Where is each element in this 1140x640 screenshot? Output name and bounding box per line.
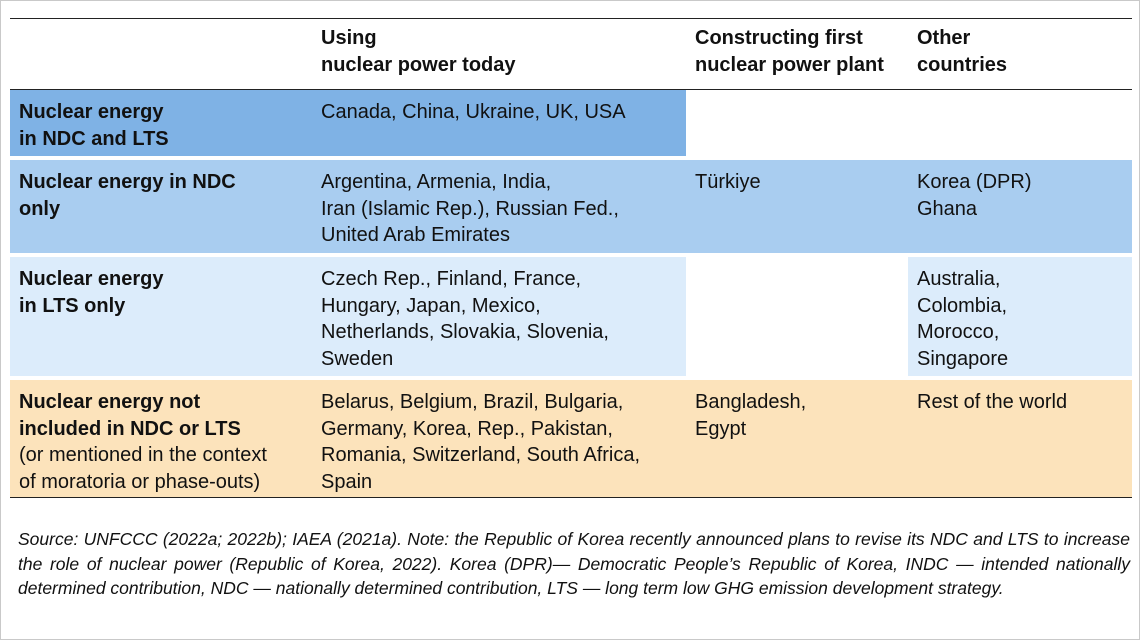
text-line: of moratoria or phase-outs) [19,470,261,493]
text-line: Australia, [917,268,1001,290]
row-label [10,90,312,156]
text-line: Ghana [917,197,978,220]
cell-constructing-first [686,90,908,156]
text-line: Nuclear energy not [19,391,201,413]
nuclear-policy-table [10,18,1132,498]
text-line: (or mentioned in the context [19,444,267,466]
text-line: Korea (DPR) [917,171,1032,193]
text-line: only [19,197,61,220]
source-note: Source: UNFCCC (2022a; 2022b); IAEA (2021a). Note: the Republic of Korea recently announced plans to revise its NDC and LTS to increase the role of nuclear power (Republic of Korea, 2022). Korea (DPR)— Democratic People’s Republic of Korea, INDC — intended nationally determined contribution, NDC — nationally determined contribution, LTS — long term low GHG emission development strategy. [18,529,1130,598]
text-line: Romania, Switzerland, South Africa, [321,444,641,466]
header-cell-empty [10,19,312,90]
text-line: Constructing first [695,27,863,49]
cell-other-countries [908,376,1132,497]
text-line: Czech Rep., Finland, France, [321,268,582,290]
text-line: Using [321,27,377,49]
text-line: Nuclear energy in NDC [19,171,236,193]
text-line: Türkiye [695,171,761,193]
text-line: United Arab Emirates [321,224,510,246]
text-line: Hungary, Japan, Mexico, [321,294,541,317]
text-line: nuclear power today [321,53,516,76]
text-line: Colombia, [917,294,1008,317]
text-line: Argentina, Armenia, India, [321,171,552,193]
cell-using-today [312,253,686,376]
table-row [10,253,1132,376]
cell-using-today [312,90,686,156]
text-line: Sweden [321,347,394,370]
table-row [10,90,1132,156]
text-line: Rest of the world [917,391,1068,413]
text-line: Belarus, Belgium, Brazil, Bulgaria, [321,391,624,413]
cell-using-today [312,156,686,253]
text-line: Egypt [695,417,747,440]
text-line: in LTS only [19,294,126,317]
cell-other-countries [908,90,1132,156]
text-line: Nuclear energy [19,101,164,123]
text-line: Canada, China, Ukraine, UK, USA [321,101,626,123]
text-line: included in NDC or LTS [19,417,241,440]
text-line: in NDC and LTS [19,127,169,150]
row-label [10,376,312,497]
header-cell-constructing-first [686,19,908,90]
header-cell-using-today [312,19,686,90]
text-line: Other [917,27,971,49]
text-line: Spain [321,470,373,493]
text-line: Singapore [917,347,1009,370]
header-cell-other-countries [908,19,1132,90]
text-line: Germany, Korea, Rep., Pakistan, [321,417,613,440]
text-line: Iran (Islamic Rep.), Russian Fed., [321,197,619,220]
cell-constructing-first [686,253,908,376]
text-line: Netherlands, Slovakia, Slovenia, [321,321,609,343]
row-label [10,156,312,253]
row-label [10,253,312,376]
text-line: Morocco, [917,321,1000,343]
cell-constructing-first [686,376,908,497]
cell-other-countries [908,156,1132,253]
text-line: countries [917,53,1008,76]
cell-other-countries [908,253,1132,376]
cell-constructing-first [686,156,908,253]
text-line: Nuclear energy [19,268,164,290]
text-line: nuclear power plant [695,53,884,76]
table-row [10,376,1132,497]
cell-using-today [312,376,686,497]
header-row [10,19,1132,90]
table-row [10,156,1132,253]
text-line: Bangladesh, [695,391,807,413]
